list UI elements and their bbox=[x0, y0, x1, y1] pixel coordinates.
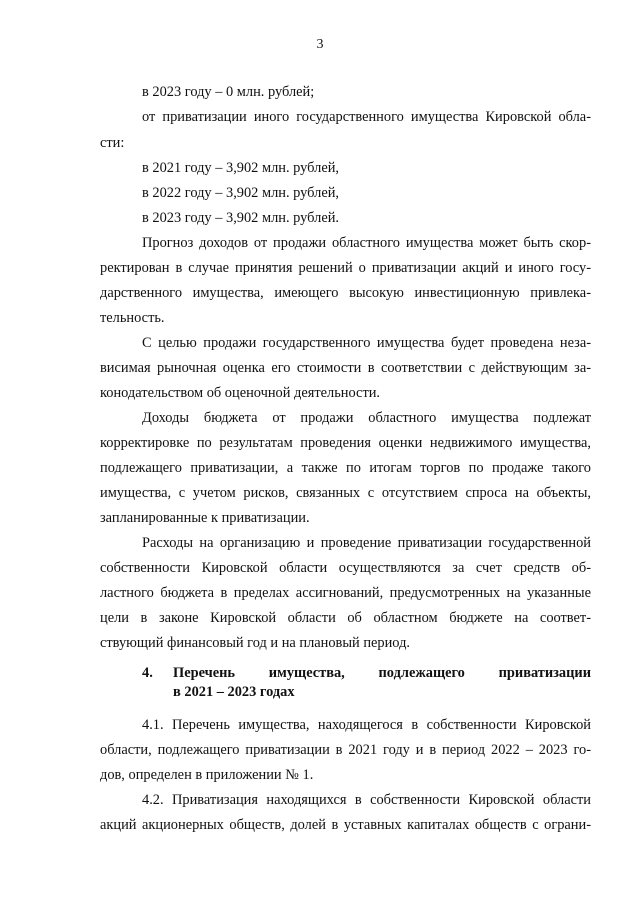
text-line: области, подлежащего приватизации в 2021 году и в период 2022 – 2023 го- bbox=[100, 742, 591, 758]
text-line: в 2022 году – 3,902 млн. рублей, bbox=[142, 185, 340, 201]
text-line: Прогноз доходов от продажи областного имущества может быть скор- bbox=[142, 235, 591, 251]
section-number: 4. bbox=[142, 665, 153, 681]
text-line: 4.1. Перечень имущества, находящегося в собственности Кировской bbox=[142, 717, 591, 733]
text-line: в 2023 году – 0 млн. рублей; bbox=[142, 84, 315, 100]
text-line: Перечень имущества, подлежащего приватизации bbox=[173, 665, 591, 681]
text-line: собственности Кировской области осуществляются за счет средств об- bbox=[100, 560, 591, 576]
text-line: ректирован в случае принятия решений о приватизации акций и иного госу- bbox=[100, 260, 591, 276]
text-line: сти: bbox=[100, 135, 125, 151]
text-line: в 2023 году – 3,902 млн. рублей. bbox=[142, 210, 340, 226]
text-line: Доходы бюджета от продажи областного имущества подлежат bbox=[142, 410, 591, 426]
text-line: цели в законе Кировской области об областном бюджете на соответ- bbox=[100, 610, 591, 626]
text-line: тельность. bbox=[100, 310, 165, 326]
text-line: дарственного имущества, имеющего высокую инвестиционную привлека- bbox=[100, 285, 591, 301]
text-line: подлежащего приватизации, а также по итогам торгов по продаже такого bbox=[100, 460, 591, 476]
text-line: имущества, с учетом рисков, связанных с отсутствием спроса на объекты, bbox=[100, 485, 591, 501]
page-number: 3 bbox=[316, 37, 324, 52]
text-line: запланированные к приватизации. bbox=[100, 510, 310, 526]
text-line: корректировке по результатам проведения оценки недвижимого имущества, bbox=[100, 435, 591, 451]
text-line: в 2021 – 2023 годах bbox=[173, 684, 295, 700]
text-line: 4.2. Приватизация находящихся в собственности Кировской области bbox=[142, 792, 591, 808]
text-line: конодательством об оценочной деятельности. bbox=[100, 385, 381, 401]
text-line: акций акционерных обществ, долей в уставных капиталах обществ с ограни- bbox=[100, 817, 591, 833]
text-line: от приватизации иного государственного имущества Кировской обла- bbox=[142, 109, 591, 125]
text-line: в 2021 году – 3,902 млн. рублей, bbox=[142, 160, 340, 176]
text-line: С целью продажи государственного имущества будет проведена неза- bbox=[142, 335, 591, 351]
text-line: дов, определен в приложении № 1. bbox=[100, 767, 314, 783]
text-line: Расходы на организацию и проведение приватизации государственной bbox=[142, 535, 591, 551]
text-line: ластного бюджета в пределах ассигнований, предусмотренных на указанные bbox=[100, 585, 591, 601]
text-line: ствующий финансовый год и на плановый период. bbox=[100, 635, 411, 651]
text-line: висимая рыночная оценка его стоимости в соответствии с действующим за- bbox=[100, 360, 591, 376]
